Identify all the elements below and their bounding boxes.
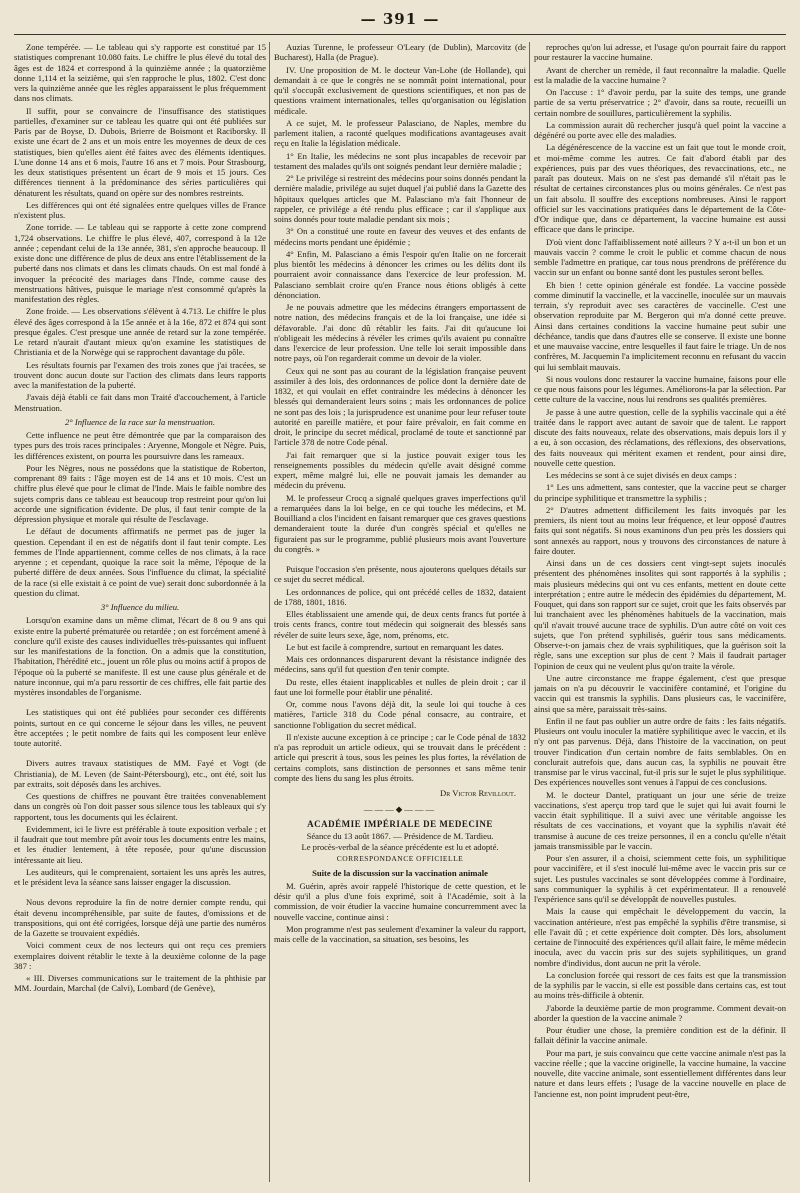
paragraph: Voici comment ceux de nos lecteurs qui ont reçu ces premiers exemplaires doivent rétablir le texte à la deuxième colonne de la page 387 : (14, 940, 266, 971)
paragraph: Pour ma part, je suis convaincu que cette vaccine animale n'est pas la vaccine réelle ; que la vaccine originelle, la vaccine humaine, la vaccine nouvelle, dite vaccine animale, sont essentiellement différentes dans leur nature et dans leurs effets ; l'usage de la vaccine nouvelle en place de l'ancienne est, non point imprudent peut-être, (534, 1047, 786, 1099)
paragraph: Auzias Turenne, le professeur O'Leary (de Dublin), Marcovitz (de Bucharest), Halla (de Prague). (274, 42, 526, 63)
column-1 (14, 42, 266, 1187)
paragraph: Les médecins se sont à ce sujet divisés en deux camps : (546, 470, 737, 480)
section-heading: 2° Influence de la race sur la menstruation. (65, 416, 215, 427)
paragraph: M. Guérin, après avoir rappelé l'historique de cette question, et le désir qu'il a plus d'une fois exprimé, soit à l'Académie, soit à la commission, de voir étudier la vaccine humaine concurremment avec la nouvelle vaccine, continue ainsi : (274, 880, 526, 922)
session-line: Séance du 13 août 1867. — Présidence de M. Tardieu. (306, 830, 494, 841)
paragraph: Zone torride. — Le tableau qui se rapporte à cette zone comprend 1,724 observations. Le chiffre le plus élevé, 407, correspond à la 12e année ; cependant celui de la 13e année, 381, s'en approche beaucoup. Il existe donc une différence de plus de deux ans entre l'établissement de la puberté dans nos climats et dans les climats chauds. On est mal fondé à invoquer la précocité des mariages dans l'Inde, comme cause des menstruations hâtives, puisque le mariage n'est consommé qu'après la manifestation des règles. (14, 222, 266, 304)
paragraph: 2° Le privilége si restreint des médecins pour soins donnés pendant la dernière maladie, privilége au sujet duquel j'ai publié dans la Gazette des hôpitaux quelques articles que M. Palasciano m'a fait l'honneur de rappeler, ce privilége a été rendu plus efficace ; car il s'applique aux soins donnés pour toute maladie pendant six mois ; (274, 173, 526, 224)
paragraph: reproches qu'on lui adresse, et l'usage qu'on pourrait faire du rapport pour restaurer la vaccine humaine. (534, 42, 786, 63)
paragraph: 2° D'autres admettent difficilement les faits invoqués par les premiers, ils nient tout au moins leur fréquence, et leur opposé d'autres faits qui sont négatifs. Si nous examinons d'un peu près les dossiers qui sont annexés au rapport, nous y trouvons des circonstances de nature à faire douter. (534, 504, 786, 556)
paragraph: Zone froide. — Les observations s'élèvent à 4.713. Le chiffre le plus élevé des âges correspond à la 15e année et à la 16e, 872 et 874 qui sont presque égales. C'est presque une année de retard sur la zone tempérée. Le retard n'aurait d'autant mieux qu'on examine les statistiques de Christiania et de la Norwège qui se rapprochent davantage du pôle. (14, 306, 266, 358)
section-spacer (14, 889, 266, 897)
paragraph: M. le professeur Crocq a signalé quelques graves imperfections qu'il a remarquées dans la loi belge, en ce qui touche les médecins, et M. Bouilliand a clos l'incident en faisant remarquer que ces graves questions demanderaient toute la durée d'un congrès spécial et qu'elles ne figuraient pas sur le programme, publié plusieurs mois avant l'ouverture du congrès. » (274, 492, 526, 554)
paragraph: Ainsi dans un de ces dossiers cent vingt-sept sujets inoculés présentent des phénomènes insolites qui sont rapportés à la syphilis ; mais plusieurs médecins qui ont vu ces enfants, mettent en doute cette interprétation ; entre autre le médecin des épidémies du département, M. Fouquet, qui dans son rapport sur ce sujet, croit que les faits observés par lui tranchaient avec les phénomènes habituels de la vaccination, mais qu'il n'avait trouvé aucune trace de syphilis. D'un autre côté on voit ces sujets, que l'on prétend syphilisés, guérir tous sans médicaments. Observe-t-on jamais chez de vrais syphilitiques, que la guérison soit la règle, sans une exception sur plus de cent ? Mais il faudrait partager l'opinion de ceux qui ne veulent plus qu'on traite la vérole. (534, 558, 786, 671)
paragraph: Le défaut de documents affirmatifs ne permet pas de juger la question. Cependant il en est de négatifs dont il faut tenir compte. Les femmes de l'Inde appartiennent, comme celles de nos climats, à la race aryenne ; et cependant, quoique la race soit la même, l'époque de la puberté diffère de deux années. Sous l'influence du climat, la spécialité de la race (si elle existait à ce point de vue) serait donc subordonnée à la question du climat. (14, 526, 266, 598)
paragraph: Pour étudier une chose, la première condition est de la définir. Il fallait définir la vaccine animale. (534, 1025, 786, 1046)
paragraph: Il n'existe aucune exception à ce principe ; car le Code pénal de 1832 n'a pas reproduit un article odieux, qui se trouvait dans le précédent : article qui prescrit à tous, sous les peines les plus fortes, la révélation de certains complots, sans distinction de personnes et sans même tenir compte des liens du sang les plus étroits. (274, 731, 526, 783)
paragraph: IV. Une proposition de M. le docteur Van-Lohe (de Hollande), qui demandait à ce que le congrès ne se nommât point international, pour qu'il s'occupât exclusivement de questions scientifiques, et non pas de questions vraiment internationales, telles qu'organisation ou législation médicale. (274, 64, 526, 116)
paragraph: Elles établissaient une amende qui, de deux cents francs fut portée à trois cents francs, contre tout médecin qui soignerait des blessés sans révéler de suite leurs sexe, âge, nom, prénoms, etc. (274, 609, 526, 640)
paragraph: A ce sujet, M. le professeur Palasciano, de Naples, membre du parlement italien, a raconté quelques modifications avantageuses avait reçu en Italie la législation médicale. (274, 117, 526, 149)
paragraph: Mon programme n'est pas seulement d'examiner la valeur du rapport, mais celle de la vaccination, sa situation, ses besoins, les (274, 923, 526, 944)
paragraph: Du reste, elles étaient inapplicables et nulles de plein droit ; car il faut une loi formelle pour établir une pénalité. (274, 676, 526, 697)
paragraph: J'aborde la deuxième partie de mon programme. Comment devait-on aborder la question de la vaccine animale ? (534, 1002, 786, 1023)
paragraph: Or, comme nous l'avons déjà dit, la seule loi qui touche à ces matières, l'article 318 du Code pénal consacre, au contraire, et sanctionne l'obligation du secret médical. (274, 699, 526, 730)
paragraph: Nous devons reproduire la fin de notre dernier compte rendu, qui était devenu incompréhensible, par suite de fautes, d'omissions et de transpositions, qui ont été corrigées, lorsque déjà une partie des numéros de la Gazette se trouvaient expédiés. (14, 897, 266, 938)
paragraph: Les statistiques qui ont été publiées pour seconder ces différents points, surtout en ce qui concerne le séjour dans les villes, ne peuvent être acceptées ; le petit nombre de faits qui les composent leur enlève toute autorité. (14, 707, 266, 748)
paragraph: Le but est facile à comprendre, surtout en remarquant les dates. (286, 641, 504, 652)
paragraph: Divers autres travaux statistiques de MM. Fayé et Vogt (de Christiania), de M. Leven (de Saint-Pétersbourg), etc., ont été, soit lus par extraits, soit déposés dans les archives. (14, 758, 266, 789)
paragraph: 1° Les uns admettent, sans contester, que la vaccine peut se charger du principe syphilitique et transmettre la syphilis ; (534, 482, 786, 503)
paragraph: Puisque l'occasion s'en présente, nous ajouterons quelques détails sur ce sujet du secret médical. (274, 564, 526, 585)
section-heading: 3° Influence du milieu. (100, 602, 180, 612)
paragraph: Pour s'en assurer, il a choisi, sciemment cette fois, un syphilitique pour vaccinifère, et il s'est inoculé lui-même avec le vaccin pris sur ce sujet. Les pustules vaccinales se sont développées comme à l'ordinaire, sans communiquer la syphilis à cet expérimentateur. Il a renouvelé l'expérience sans qu'il se développât de nouvelles pustules. (534, 853, 786, 904)
paragraph: D'où vient donc l'affaiblissement noté ailleurs ? Y a-t-il un bon et un mauvais vaccin ? comme le croit le public et comme chacun de nous semble l'admettre en pratique, car tous nous prendrons de préférence du vaccin sur un enfant ou bonne santé dont les pustules seront belles. (534, 236, 786, 278)
paragraph: Les auditeurs, qui le comprenaient, sortaient les uns après les autres, et le président leva la séance sans laisser engager la discussion. (14, 866, 266, 887)
section-spacer (14, 699, 266, 707)
paragraph: J'avais déjà établi ce fait dans mon Traité d'accouchement, à l'article Menstruation. (14, 392, 266, 413)
column-separator (269, 42, 270, 1182)
author-signature: Dr Victor Revillout. (440, 788, 516, 798)
paragraph: Zone tempérée. — Le tableau qui s'y rapporte est constitué par 15 statistiques comprenant 10.080 faits. Le chiffre le plus élevé du total des âges est de 1824 et correspond à la quinzième année ; la quatorzième donne 1,114 et la seizième, qui s'en rapproche le plus, 1802. C'est donc vers la quinzième année que les règles apparaissent le plus fréquemment dans nos climats. (14, 42, 266, 104)
session-line: Le procès-verbal de la séance précédente est lu et adopté. (301, 842, 499, 852)
paragraph: Cette influence ne peut être démontrée que par la comparaison des types purs des trois races principales : Aryenne, Mongole et Nègre. Puis, les différences existent, on pourra les poursuivre dans les rameaux. (14, 430, 266, 461)
paragraph: Mais ces ordonnances disparurent devant la résistance indignée des médecins, sans qu'il fut question d'en tenir compte. (274, 654, 526, 675)
paragraph: 3° On a constitué une route en faveur des veuves et des enfants de médecins morts pendant une épidémie ; (274, 226, 526, 247)
section-spacer (14, 750, 266, 758)
paragraph: Eh bien ! cette opinion générale est fondée. La vaccine possède comme diminutif la vaccinelle, et la vaccinelle, inoculée sur un mauvais terrain, s'y reproduit avec ses caractères de vaccinelle. C'est une observation reproduite par M. Bergeron qui m'a donné cette preuve. Ainsi dans certaines conditions la vaccine humaine peut subir une déchéance, tandis que dans d'autres elle se conserve. Il existe une bonne et une mauvaise vaccine, entre lesquelles il faut faire le triage. Un de nos confrères, M. Jacquemin l'a implicitement reconnu en refusant du vaccin qui lui semblait mauvais. (534, 279, 786, 372)
paragraph: Mais la cause qui empêchait le développement du vaccin, la vaccination antérieure, n'est pas empêché la syphilis d'être transmise, si elle l'avait dû ; et cette expérience doit compter. Dès lors, absolument certaine de l'innocuité des expériences qu'il allait faire, le même médecin inocula, avec du vaccin pris sur des sujets syphilitiques, un grand nombre d'individus, dont aucun ne prit la vérole. (534, 906, 786, 968)
paragraph: Les résultats fournis par l'examen des trois zones que j'ai tracées, se trouvent donc aucun doute sur l'action des climats dans leurs rapports avec la manifestation de la puberté. (14, 359, 266, 390)
paragraph: 1° En Italie, les médecins ne sont plus incapables de recevoir par testament des malades qu'ils ont soignés pendant leur dernière maladie ; (274, 150, 526, 171)
paragraph: Si nous voulons donc restaurer la vaccine humaine, faisons pour elle ce que nous faisons pour les légumes. Améliorons-la par la sélection. Par cette culture de la vaccine, nous lui rendrons ses qualités premières. (534, 373, 786, 405)
ornament-divider: ———◆——— (363, 804, 437, 815)
paragraph: Les ordonnances de police, qui ont précédé celles de 1832, dataient de 1788, 1801, 1816. (274, 586, 526, 607)
paragraph: Lorsqu'on examine dans un même climat, l'écart de 8 ou 9 ans qui existe entre la puberté prématurée ou retardée ; on est forcément amené à conclure qu'il existe des causes individuelles très-puissantes qui influent sur les manifestations de la fonction. On a admis que la constitution, l'habitation, l'hérédité etc., jouent un rôle plus ou moins actif à propos de l'époque où la puberté se manifeste. Il est une cause plus générale et de nature inconnue, qui m'a paru ressortir de ces chiffres, elle fait partie des mystères insondables de l'organisme. (14, 615, 266, 697)
paragraph: Ces questions de chiffres ne pouvant être traitées convenablement dans un congrès où l'on doit passer sous silence tous les tableaux qui s'y rapportent, tous les documents qui les éclairent. (14, 791, 266, 822)
paragraph: Il suffit, pour se convaincre de l'insuffisance des statistiques partielles, d'examiner sur ce tableau les quatre qui ont été publiées sur Paris par de Boyse, D. Dubois, Brierre de Boismont et Raciborsky. Il existe une écart de 2 ans et un mois entre les moyennes de deux de ces statistiques, bien qu'elles aient été faites avec des éléments identiques. L'une donne 14 ans et 6 mois, l'autre 16 ans et 7 mois. Pour Strasbourg, les deux statistiques présentent un écart de 9 mois et 15 jours. Ces différences tiennent à la prédominance des séries particulières qui dénaturent les résultats, quand on opère sur des nombres restreints. (14, 105, 266, 198)
paragraph: Pour les Nègres, nous ne possédons que la statistique de Roberton, comprenant 89 faits : l'âge moyen est de 14 ans et 10 mois. C'est un chiffre plus élevé que pour le climat de l'Inde. Mais le faible nombre des sujets compris dans ce tableau est beaucoup trop restreint pour qu'on lui accorde une signification évidente. De plus, il faut tenir compte de la dépression physique et morale qui résulte de l'esclavage. (14, 462, 266, 524)
paragraph: « III. Diverses communications sur le traitement de la phthisie par MM. Jourdain, Marchal (de Calvi), Lombard (de Genève), (14, 973, 266, 994)
paragraph: Evidemment, ici le livre est préférable à toute exposition verbale ; et il faudrait que tout membre pût avoir tous les documents entre les mains, et les étudier lentement, à tête reposée, pour qu'une discussion intéressante ait lieu. (14, 823, 266, 865)
paragraph: Ceux qui ne sont pas au courant de la législation française peuvent assimiler à des lois, des ordonnances de police dont la dernière date de 1832, et qui voulait en effet contraindre les médecins à dénoncer les blessés qui demanderaient leurs soins ; mais les ordonnances de police ne sont pas des lois ; la jurisprudence est unanime pour leur refuser toute autorité en pareille matière, et pour faire prévaloir, en fait comme en droit, le principe du secret médical, proclamé de toute et sanctionné par l'article 378 de notre Code pénal. (274, 365, 526, 448)
paragraph: On l'accuse : 1° d'avoir perdu, par la suite des temps, une grande partie de sa vertu préservatrice ; 2° d'avoir, dans sa route, recueilli un certain nombre de souillures, particulièrement la syphilis. (534, 87, 786, 118)
paragraph: Je ne pouvais admettre que les médecins étrangers emportassent de notre nation, des médecins français et de la loi française, une idée si défavorable. J'ai donc dû rétablir les faits. J'ai dit qu'aucune loi n'obligeait les médecins à révéler les crimes qu'ils avaient pu connaître dans l'exercice de leur profession. Une telle loi serait impossible dans notre pays, où l'on regarderait comme un devoir de la violer. (274, 302, 526, 364)
paragraph: Une autre circonstance me frappe également, c'est que presque jamais on n'a pu découvrir le vaccinifère contaminé, et l'origine du vaccin qui est transmis la syphilis. Dans plusieurs cas, le vaccinifère, ainsi que sa mère, paraissait très-sains. (534, 672, 786, 714)
page-number: — 391 — (360, 10, 440, 28)
column-3 (534, 42, 786, 1187)
paragraph: Les différences qui ont été signalées entre quelques villes de France n'existent plus. (14, 199, 266, 220)
paragraph: La conclusion forcée qui ressort de ces faits est que la transmission de la syphilis par le vaccin, si elle est possible dans certains cas, est tout au moins très-difficile à obtenir. (534, 969, 786, 1001)
column-separator (529, 42, 530, 1182)
paragraph: La dégénérescence de la vaccine est un fait que tout le monde croit, et moi-même comme les autres. Ce fait d'abord établi par des expériences, puis par des vues théoriques, des revaccinations, etc., ne paraît pas douteux. Mais on ne s'est pas demandé s'il n'était pas le résultat de certaines circonstances plus ou moins générales. Ce n'est pas un fait absolu. Il souffre des exceptions nombreuses. Ainsi le rapport officiel sur les vaccinations pratiquées dans le département de la Côte-d'Or indique que, dans ce département, la vaccine humaine est aussi efficace que dans le principe. (534, 142, 786, 235)
paragraph: Enfin il ne faut pas oublier un autre ordre de faits : les faits négatifs. Plusieurs ont voulu inoculer la matière syphilitique avec le vaccin, et ils n'y ont pas parvenus. Déjà, dans l'histoire de la vaccination, on peut trouver l'indication d'un certain nombre de faits semblables. On en conclurait autrefois que, dans aucun cas, la syphilis ne pouvait être transmise par le virus vaccinal, fut-il pris sur le sujet le plus syphilitique. Des expériences nouvelles sont venues à l'appui de ces conclusions. (534, 715, 786, 788)
column-2 (274, 42, 526, 1187)
paragraph: La commission aurait dû rechercher jusqu'à quel point la vaccine a dégénéré ou porte avec elle des maladies. (534, 119, 786, 140)
paragraph: Je passe à une autre question, celle de la syphilis vaccinale qui a été traitée dans le rapport avec autant de savoir que de talent. Le rapport discute des faits nouveaux, relate des observations, mais depuis lors il y a eu, à son occasion, des réclamations, des réflexions, des observations, des faits nouveaux qui méritent examen et rendent, pour ainsi dire, nouvelle cette question. (534, 406, 786, 468)
paragraph: Avant de chercher un remède, il faut reconnaître la maladie. Quelle est la maladie de la vaccine humaine ? (534, 64, 786, 85)
paragraph: 4° Enfin, M. Palasciano a émis l'espoir qu'en Italie on ne forcerait plus bientôt les médecins à dénoncer les crimes ou les délits dont ils pourraient avoir connaissance dans l'exercice de leur profession. M. Palasciano semblait croire qu'en France nous étions obligés à cette dénonciation. (274, 248, 526, 300)
article-title: ACADÉMIE IMPÉRIALE DE MEDECINE (307, 818, 493, 829)
header-rule (14, 34, 786, 35)
section-spacer (274, 556, 526, 564)
subsection-label: CORRESPONDANCE OFFICIELLE (336, 854, 464, 864)
paragraph: M. le docteur Dantel, pratiquant un jour une série de treize vaccinations, s'est aperçu trop tard que le sujet qui lui avait fourni le vaccin était syphilitique. Il a suivi avec une véritable angoisse les résultats de ces vaccinations, et voyant que la syphilis n'avait été transmise à aucune de ces treize personnes, il en a conclu qu'elle n'était jamais transmissible par le vaccin. (534, 789, 786, 851)
discussion-heading: Suite de la discussion sur la vaccination animale (312, 867, 488, 878)
paragraph: J'ai fait remarquer que si la justice pouvait exiger tous les renseignements possibles du médecin qu'elle avait désigné comme expert, même malgré lui, elle ne pouvait jamais les demander au médecin du prévenu. (274, 449, 526, 491)
